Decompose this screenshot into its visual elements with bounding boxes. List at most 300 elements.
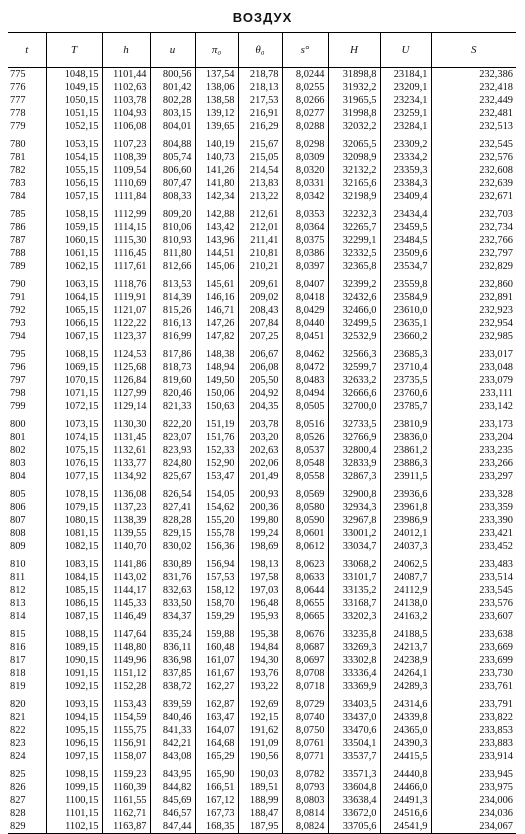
cell-theta0: 187,95 bbox=[238, 820, 282, 834]
cell-H: 31965,5 bbox=[328, 94, 380, 107]
cell-pi0: 157,53 bbox=[195, 571, 238, 584]
cell-t: 813 bbox=[10, 598, 26, 609]
cell-H: 32867,3 bbox=[328, 470, 380, 483]
cell-H: 33437,0 bbox=[328, 711, 380, 724]
table-row bbox=[8, 81, 516, 94]
cell-T: 1072,15 bbox=[46, 400, 102, 413]
cell-U: 24213,7 bbox=[380, 641, 431, 654]
cell-theta0: 200,93 bbox=[238, 483, 282, 501]
cell-H: 32934,3 bbox=[328, 501, 380, 514]
cell-S: 233,452 bbox=[431, 540, 516, 553]
cell-s0: 8,0429 bbox=[282, 304, 328, 317]
cell-U: 24264,1 bbox=[380, 667, 431, 680]
cell-h: 1140,70 bbox=[102, 540, 150, 553]
cell-theta0: 189,51 bbox=[238, 781, 282, 794]
cell-h: 1110,69 bbox=[102, 177, 150, 190]
cell-U: 23409,4 bbox=[380, 190, 431, 203]
cell-T: 1095,15 bbox=[46, 724, 102, 737]
cell-t: 803 bbox=[10, 458, 26, 469]
cell-t: 804 bbox=[10, 471, 26, 482]
cell-theta0: 204,92 bbox=[238, 387, 282, 400]
cell-u: 838,72 bbox=[150, 680, 195, 693]
cell-h: 1155,75 bbox=[102, 724, 150, 737]
cell-t: 816 bbox=[10, 642, 26, 653]
cell-u: 802,28 bbox=[150, 94, 195, 107]
cell-S: 232,954 bbox=[431, 317, 516, 330]
cell-theta0: 199,24 bbox=[238, 527, 282, 540]
cell-s0: 8,0740 bbox=[282, 711, 328, 724]
table-row bbox=[8, 361, 516, 374]
cell-t: 793 bbox=[10, 318, 26, 329]
cell-pi0: 142,88 bbox=[195, 203, 238, 221]
cell-T: 1067,15 bbox=[46, 330, 102, 343]
cell-U: 23961,8 bbox=[380, 501, 431, 514]
cell-t: 828 bbox=[10, 808, 26, 819]
cell-theta0: 216,29 bbox=[238, 120, 282, 133]
column-header-theta0: θ₀ bbox=[238, 33, 282, 68]
cell-S: 233,297 bbox=[431, 470, 516, 483]
cell-theta0: 215,05 bbox=[238, 151, 282, 164]
cell-u: 808,33 bbox=[150, 190, 195, 203]
cell-s0: 8,0298 bbox=[282, 133, 328, 151]
cell-u: 810,06 bbox=[150, 221, 195, 234]
cell-s0: 8,0537 bbox=[282, 444, 328, 457]
cell-H: 33504,1 bbox=[328, 737, 380, 750]
cell-theta0: 190,56 bbox=[238, 750, 282, 763]
cell-u: 812,66 bbox=[150, 260, 195, 273]
cell-T: 1087,15 bbox=[46, 610, 102, 623]
cell-pi0: 139,12 bbox=[195, 107, 238, 120]
table-row bbox=[8, 304, 516, 317]
cell-T: 1084,15 bbox=[46, 571, 102, 584]
cell-theta0: 203,20 bbox=[238, 431, 282, 444]
cell-theta0: 197,58 bbox=[238, 571, 282, 584]
cell-H: 33638,4 bbox=[328, 794, 380, 807]
cell-h: 1123,37 bbox=[102, 330, 150, 343]
cell-pi0: 141,26 bbox=[195, 164, 238, 177]
cell-u: 800,56 bbox=[150, 68, 195, 82]
cell-theta0: 195,38 bbox=[238, 623, 282, 641]
cell-S: 233,883 bbox=[431, 737, 516, 750]
cell-H: 32800,4 bbox=[328, 444, 380, 457]
cell-S: 233,791 bbox=[431, 693, 516, 711]
table-row bbox=[8, 374, 516, 387]
cell-h: 1149,96 bbox=[102, 654, 150, 667]
table-row bbox=[8, 654, 516, 667]
cell-T: 1091,15 bbox=[46, 667, 102, 680]
table-row bbox=[8, 737, 516, 750]
cell-theta0: 206,08 bbox=[238, 361, 282, 374]
cell-h: 1159,23 bbox=[102, 763, 150, 781]
cell-u: 803,15 bbox=[150, 107, 195, 120]
cell-s0: 8,0729 bbox=[282, 693, 328, 711]
cell-pi0: 158,70 bbox=[195, 597, 238, 610]
cell-S: 233,173 bbox=[431, 413, 516, 431]
table-row bbox=[8, 623, 516, 641]
cell-H: 32733,5 bbox=[328, 413, 380, 431]
cell-S: 232,923 bbox=[431, 304, 516, 317]
cell-H: 32399,2 bbox=[328, 273, 380, 291]
table-row bbox=[8, 413, 516, 431]
cell-u: 826,54 bbox=[150, 483, 195, 501]
cell-s0: 8,0505 bbox=[282, 400, 328, 413]
cell-pi0: 143,42 bbox=[195, 221, 238, 234]
cell-u: 824,80 bbox=[150, 457, 195, 470]
cell-theta0: 193,22 bbox=[238, 680, 282, 693]
cell-s0: 8,0750 bbox=[282, 724, 328, 737]
cell-T: 1097,15 bbox=[46, 750, 102, 763]
cell-H: 32232,3 bbox=[328, 203, 380, 221]
cell-u: 801,42 bbox=[150, 81, 195, 94]
table-row bbox=[8, 470, 516, 483]
cell-U: 24541,9 bbox=[380, 820, 431, 834]
cell-U: 24339,8 bbox=[380, 711, 431, 724]
cell-H: 33068,2 bbox=[328, 553, 380, 571]
table-row bbox=[8, 260, 516, 273]
column-header-pi0: π₀ bbox=[195, 33, 238, 68]
cell-U: 24087,7 bbox=[380, 571, 431, 584]
cell-U: 24037,3 bbox=[380, 540, 431, 553]
cell-S: 232,449 bbox=[431, 94, 516, 107]
cell-h: 1146,49 bbox=[102, 610, 150, 623]
cell-s0: 8,0644 bbox=[282, 584, 328, 597]
cell-h: 1111,84 bbox=[102, 190, 150, 203]
cell-u: 829,15 bbox=[150, 527, 195, 540]
cell-H: 32532,9 bbox=[328, 330, 380, 343]
cell-H: 33604,8 bbox=[328, 781, 380, 794]
cell-pi0: 156,36 bbox=[195, 540, 238, 553]
table-row bbox=[8, 610, 516, 623]
cell-T: 1065,15 bbox=[46, 304, 102, 317]
cell-U: 24012,1 bbox=[380, 527, 431, 540]
cell-S: 232,766 bbox=[431, 234, 516, 247]
column-header-u: u bbox=[150, 33, 195, 68]
cell-T: 1076,15 bbox=[46, 457, 102, 470]
cell-U: 24163,2 bbox=[380, 610, 431, 623]
cell-U: 23785,7 bbox=[380, 400, 431, 413]
cell-S: 232,797 bbox=[431, 247, 516, 260]
cell-pi0: 150,63 bbox=[195, 400, 238, 413]
table-row bbox=[8, 724, 516, 737]
cell-pi0: 146,16 bbox=[195, 291, 238, 304]
cell-pi0: 154,62 bbox=[195, 501, 238, 514]
cell-pi0: 167,12 bbox=[195, 794, 238, 807]
cell-h: 1122,22 bbox=[102, 317, 150, 330]
cell-U: 24289,3 bbox=[380, 680, 431, 693]
cell-h: 1156,91 bbox=[102, 737, 150, 750]
cell-h: 1158,07 bbox=[102, 750, 150, 763]
table-body bbox=[8, 68, 516, 834]
cell-H: 33705,6 bbox=[328, 820, 380, 834]
cell-h: 1101,44 bbox=[102, 68, 150, 82]
cell-pi0: 159,88 bbox=[195, 623, 238, 641]
cell-theta0: 210,81 bbox=[238, 247, 282, 260]
cell-t: 806 bbox=[10, 502, 26, 513]
cell-U: 23459,5 bbox=[380, 221, 431, 234]
cell-u: 834,37 bbox=[150, 610, 195, 623]
cell-u: 843,08 bbox=[150, 750, 195, 763]
cell-S: 233,822 bbox=[431, 711, 516, 724]
cell-H: 33336,4 bbox=[328, 667, 380, 680]
cell-S: 232,985 bbox=[431, 330, 516, 343]
cell-t: 812 bbox=[10, 585, 26, 596]
table-row bbox=[8, 711, 516, 724]
cell-H: 31898,8 bbox=[328, 68, 380, 82]
cell-U: 24138,0 bbox=[380, 597, 431, 610]
cell-S: 232,829 bbox=[431, 260, 516, 273]
cell-pi0: 140,73 bbox=[195, 151, 238, 164]
cell-T: 1060,15 bbox=[46, 234, 102, 247]
cell-h: 1102,63 bbox=[102, 81, 150, 94]
cell-H: 32299,1 bbox=[328, 234, 380, 247]
table-row bbox=[8, 120, 516, 133]
cell-theta0: 214,54 bbox=[238, 164, 282, 177]
cell-pi0: 145,06 bbox=[195, 260, 238, 273]
cell-T: 1102,15 bbox=[46, 820, 102, 834]
cell-U: 24365,0 bbox=[380, 724, 431, 737]
cell-H: 33369,9 bbox=[328, 680, 380, 693]
cell-U: 23886,3 bbox=[380, 457, 431, 470]
cell-t: 802 bbox=[10, 445, 26, 456]
cell-h: 1107,23 bbox=[102, 133, 150, 151]
cell-pi0: 161,07 bbox=[195, 654, 238, 667]
cell-theta0: 212,01 bbox=[238, 221, 282, 234]
cell-t: 814 bbox=[10, 611, 26, 622]
cell-h: 1161,55 bbox=[102, 794, 150, 807]
cell-H: 32599,7 bbox=[328, 361, 380, 374]
table-row bbox=[8, 781, 516, 794]
cell-S: 233,328 bbox=[431, 483, 516, 501]
cell-h: 1162,71 bbox=[102, 807, 150, 820]
table-row bbox=[8, 177, 516, 190]
cell-t: 784 bbox=[10, 191, 26, 202]
cell-S: 232,545 bbox=[431, 133, 516, 151]
cell-s0: 8,0771 bbox=[282, 750, 328, 763]
cell-pi0: 139,65 bbox=[195, 120, 238, 133]
cell-u: 839,59 bbox=[150, 693, 195, 711]
cell-pi0: 162,87 bbox=[195, 693, 238, 711]
column-header-t: t bbox=[8, 33, 46, 68]
cell-s0: 8,0494 bbox=[282, 387, 328, 400]
cell-h: 1139,55 bbox=[102, 527, 150, 540]
cell-U: 23660,2 bbox=[380, 330, 431, 343]
cell-pi0: 159,29 bbox=[195, 610, 238, 623]
cell-S: 233,204 bbox=[431, 431, 516, 444]
cell-t: 794 bbox=[10, 331, 26, 342]
table-row bbox=[8, 584, 516, 597]
cell-t: 826 bbox=[10, 782, 26, 793]
cell-t: 796 bbox=[10, 362, 26, 373]
cell-S: 232,671 bbox=[431, 190, 516, 203]
cell-theta0: 218,13 bbox=[238, 81, 282, 94]
cell-theta0: 198,13 bbox=[238, 553, 282, 571]
cell-T: 1081,15 bbox=[46, 527, 102, 540]
table-row bbox=[8, 190, 516, 203]
cell-h: 1117,61 bbox=[102, 260, 150, 273]
cell-u: 836,11 bbox=[150, 641, 195, 654]
cell-theta0: 213,22 bbox=[238, 190, 282, 203]
cell-theta0: 209,61 bbox=[238, 273, 282, 291]
cell-u: 806,60 bbox=[150, 164, 195, 177]
cell-S: 232,734 bbox=[431, 221, 516, 234]
table-row bbox=[8, 763, 516, 781]
table-row bbox=[8, 247, 516, 260]
cell-U: 23760,6 bbox=[380, 387, 431, 400]
cell-theta0: 204,35 bbox=[238, 400, 282, 413]
cell-u: 833,50 bbox=[150, 597, 195, 610]
cell-s0: 8,0353 bbox=[282, 203, 328, 221]
cell-s0: 8,0288 bbox=[282, 120, 328, 133]
cell-s0: 8,0548 bbox=[282, 457, 328, 470]
cell-s0: 8,0483 bbox=[282, 374, 328, 387]
cell-t: 810 bbox=[10, 559, 26, 570]
cell-S: 232,513 bbox=[431, 120, 516, 133]
table-row bbox=[8, 571, 516, 584]
cell-t: 783 bbox=[10, 178, 26, 189]
cell-h: 1160,39 bbox=[102, 781, 150, 794]
cell-U: 24062,5 bbox=[380, 553, 431, 571]
cell-u: 830,89 bbox=[150, 553, 195, 571]
cell-h: 1127,99 bbox=[102, 387, 150, 400]
cell-s0: 8,0462 bbox=[282, 343, 328, 361]
cell-t: 800 bbox=[10, 419, 26, 430]
table-row bbox=[8, 641, 516, 654]
table-row bbox=[8, 693, 516, 711]
cell-U: 23334,2 bbox=[380, 151, 431, 164]
cell-U: 23735,5 bbox=[380, 374, 431, 387]
table-row bbox=[8, 514, 516, 527]
cell-U: 24466,0 bbox=[380, 781, 431, 794]
cell-h: 1106,08 bbox=[102, 120, 150, 133]
cell-T: 1082,15 bbox=[46, 540, 102, 553]
cell-pi0: 145,61 bbox=[195, 273, 238, 291]
cell-u: 805,74 bbox=[150, 151, 195, 164]
cell-pi0: 149,50 bbox=[195, 374, 238, 387]
cell-U: 23234,1 bbox=[380, 94, 431, 107]
cell-S: 233,048 bbox=[431, 361, 516, 374]
cell-s0: 8,0375 bbox=[282, 234, 328, 247]
cell-U: 24314,6 bbox=[380, 693, 431, 711]
cell-t: 827 bbox=[10, 795, 26, 806]
table-row bbox=[8, 680, 516, 693]
cell-S: 233,079 bbox=[431, 374, 516, 387]
cell-T: 1101,15 bbox=[46, 807, 102, 820]
cell-U: 23584,9 bbox=[380, 291, 431, 304]
cell-t: 785 bbox=[10, 209, 26, 220]
cell-T: 1083,15 bbox=[46, 553, 102, 571]
cell-pi0: 138,06 bbox=[195, 81, 238, 94]
cell-t: 787 bbox=[10, 235, 26, 246]
cell-T: 1100,15 bbox=[46, 794, 102, 807]
cell-S: 232,860 bbox=[431, 273, 516, 291]
cell-u: 828,28 bbox=[150, 514, 195, 527]
cell-u: 822,20 bbox=[150, 413, 195, 431]
cell-S: 233,142 bbox=[431, 400, 516, 413]
cell-theta0: 200,36 bbox=[238, 501, 282, 514]
cell-pi0: 162,27 bbox=[195, 680, 238, 693]
cell-pi0: 141,80 bbox=[195, 177, 238, 190]
cell-U: 23559,8 bbox=[380, 273, 431, 291]
cell-theta0: 194,30 bbox=[238, 654, 282, 667]
cell-T: 1053,15 bbox=[46, 133, 102, 151]
cell-u: 843,95 bbox=[150, 763, 195, 781]
table-row bbox=[8, 107, 516, 120]
cell-S: 232,576 bbox=[431, 151, 516, 164]
cell-pi0: 153,47 bbox=[195, 470, 238, 483]
cell-U: 23610,0 bbox=[380, 304, 431, 317]
cell-theta0: 191,09 bbox=[238, 737, 282, 750]
cell-h: 1115,30 bbox=[102, 234, 150, 247]
cell-s0: 8,0472 bbox=[282, 361, 328, 374]
cell-s0: 8,0418 bbox=[282, 291, 328, 304]
cell-H: 33269,3 bbox=[328, 641, 380, 654]
cell-u: 825,67 bbox=[150, 470, 195, 483]
cell-u: 818,73 bbox=[150, 361, 195, 374]
table-header-row bbox=[8, 33, 516, 68]
cell-t: 807 bbox=[10, 515, 26, 526]
cell-theta0: 190,03 bbox=[238, 763, 282, 781]
cell-theta0: 217,53 bbox=[238, 94, 282, 107]
cell-U: 23359,3 bbox=[380, 164, 431, 177]
cell-u: 835,24 bbox=[150, 623, 195, 641]
cell-theta0: 202,06 bbox=[238, 457, 282, 470]
cell-T: 1099,15 bbox=[46, 781, 102, 794]
table-row bbox=[8, 133, 516, 151]
cell-t: 808 bbox=[10, 528, 26, 539]
cell-U: 23384,3 bbox=[380, 177, 431, 190]
cell-T: 1085,15 bbox=[46, 584, 102, 597]
cell-u: 827,41 bbox=[150, 501, 195, 514]
cell-s0: 8,0718 bbox=[282, 680, 328, 693]
cell-s0: 8,0320 bbox=[282, 164, 328, 177]
cell-theta0: 206,67 bbox=[238, 343, 282, 361]
cell-T: 1058,15 bbox=[46, 203, 102, 221]
cell-u: 816,99 bbox=[150, 330, 195, 343]
cell-s0: 8,0824 bbox=[282, 820, 328, 834]
cell-pi0: 146,71 bbox=[195, 304, 238, 317]
cell-u: 819,60 bbox=[150, 374, 195, 387]
table-row bbox=[8, 444, 516, 457]
cell-u: 823,07 bbox=[150, 431, 195, 444]
cell-S: 233,266 bbox=[431, 457, 516, 470]
table-row bbox=[8, 540, 516, 553]
cell-pi0: 166,51 bbox=[195, 781, 238, 794]
cell-s0: 8,0697 bbox=[282, 654, 328, 667]
cell-pi0: 148,38 bbox=[195, 343, 238, 361]
cell-h: 1145,33 bbox=[102, 597, 150, 610]
table-row bbox=[8, 794, 516, 807]
column-header-S: S bbox=[431, 33, 516, 68]
cell-T: 1063,15 bbox=[46, 273, 102, 291]
cell-h: 1134,92 bbox=[102, 470, 150, 483]
cell-H: 32633,2 bbox=[328, 374, 380, 387]
cell-S: 233,235 bbox=[431, 444, 516, 457]
cell-t: 775 bbox=[10, 69, 26, 80]
cell-H: 31932,2 bbox=[328, 81, 380, 94]
cell-u: 836,98 bbox=[150, 654, 195, 667]
cell-T: 1071,15 bbox=[46, 387, 102, 400]
cell-S: 233,699 bbox=[431, 654, 516, 667]
cell-T: 1064,15 bbox=[46, 291, 102, 304]
cell-theta0: 207,84 bbox=[238, 317, 282, 330]
cell-t: 820 bbox=[10, 699, 26, 710]
cell-t: 817 bbox=[10, 655, 26, 666]
cell-H: 33235,8 bbox=[328, 623, 380, 641]
cell-s0: 8,0590 bbox=[282, 514, 328, 527]
cell-u: 844,82 bbox=[150, 781, 195, 794]
cell-S: 234,036 bbox=[431, 807, 516, 820]
cell-h: 1112,99 bbox=[102, 203, 150, 221]
